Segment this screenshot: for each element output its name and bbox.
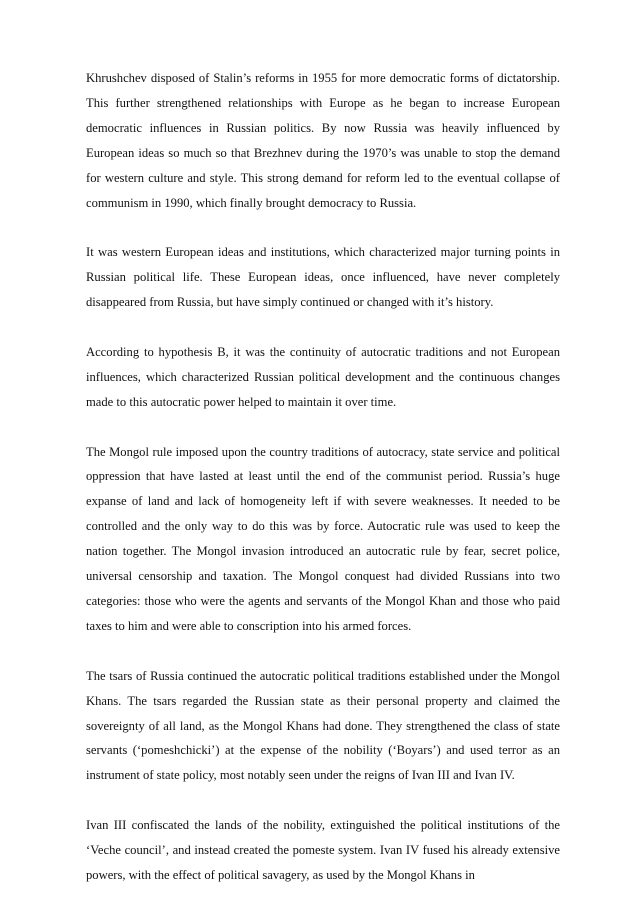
paragraph-western-ideas: It was western European ideas and institutions, which characterized major turning points in Russian political life. These European ideas, once influenced, have never completely disappeared from Russia, but have simply continued or changed with it’s history.	[86, 245, 560, 310]
document-body	[86, 66, 560, 913]
paragraph-ivan: Ivan III confiscated the lands of the nobility, extinguished the political institutions of the ‘Veche council’, and instead created the pomeste system. Ivan IV fused his already extensive powers, with the effect of political savagery, as used by the Mongol Khans in	[86, 818, 560, 882]
paragraph-khrushchev: Khrushchev disposed of Stalin’s reforms in 1955 for more democratic forms of dictatorship. This further strengthened relationships with Europe as he began to increase European democratic influences in Russian politics. By now Russia was heavily influenced by European ideas so much so that Brezhnev during the 1970’s was unable to stop the demand for western culture and style. This strong demand for reform led to the eventual collapse of communism in 1990, which finally brought democracy to Russia.	[86, 71, 560, 210]
paragraph-tsars: The tsars of Russia continued the autocratic political traditions established under the Mongol Khans. The tsars regarded the Russian state as their personal property and claimed the sovereignty of all land, as the Mongol Khans had done. They strengthened the class of state servants (‘pomeshchicki’) at the expense of the nobility (‘Boyars’) and used terror as an instrument of state policy, most notably seen under the reigns of Ivan III and Ivan IV.	[86, 668, 560, 783]
paragraph-hypothesis-b: According to hypothesis B, it was the continuity of autocratic traditions and not European influences, which characterized Russian political development and the continuous changes made to this autocratic power helped to maintain it over time.	[86, 344, 560, 409]
paragraph-mongol-rule: The Mongol rule imposed upon the country traditions of autocracy, state service and political oppression that have lasted at least until the end of the communist period. Russia’s huge expanse of land and lack of homogeneity left if with severe weaknesses. It needed to be controlled and the only way to do this was by force. Autocratic rule was used to keep the nation together. The Mongol invasion introduced an autocratic rule by fear, secret police, universal censorship and taxation. The Mongol conquest had divided Russians into two categories: those who were the agents and servants of the Mongol Khan and those who paid taxes to him and were able to conscription into his armed forces.	[86, 444, 560, 633]
